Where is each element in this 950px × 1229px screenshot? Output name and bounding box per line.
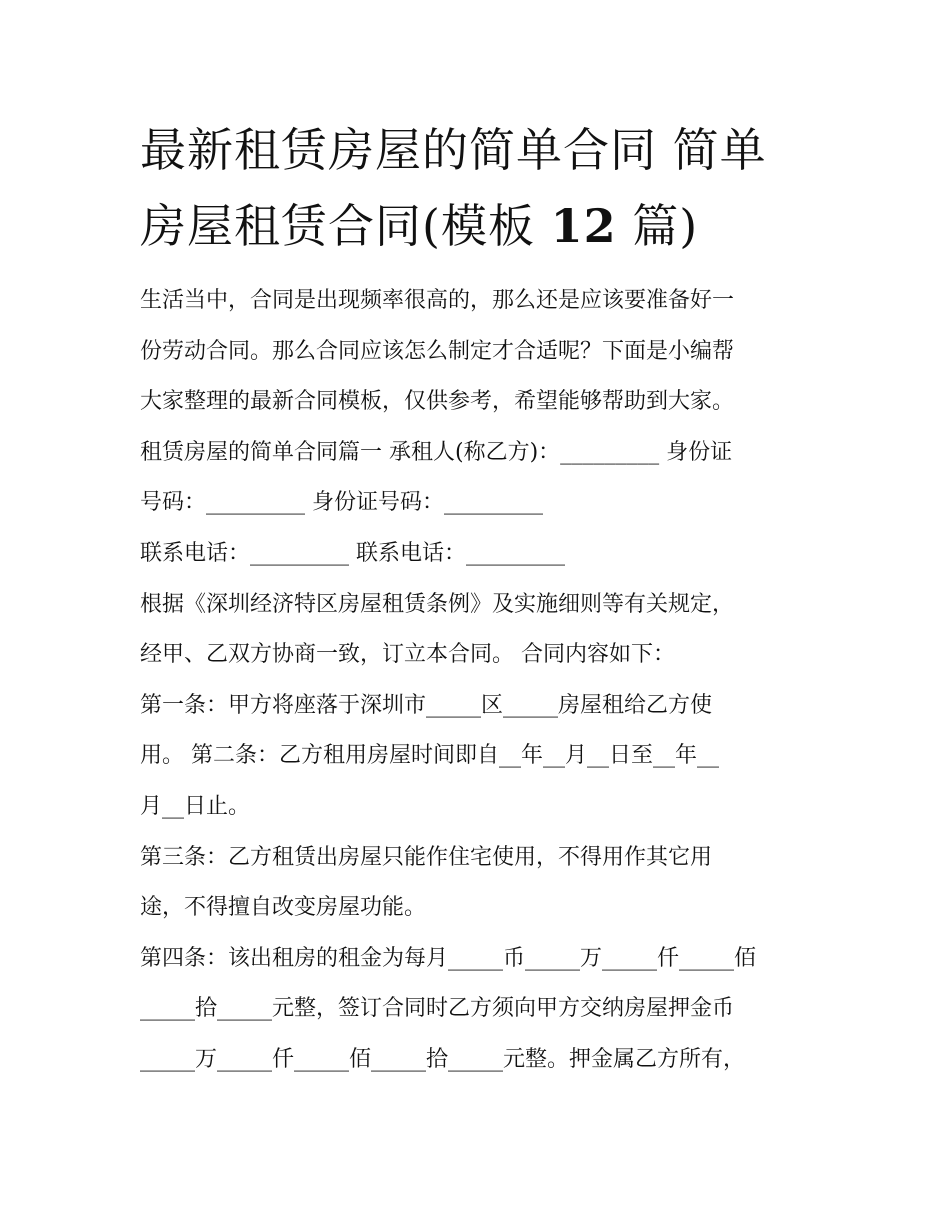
title-line-2-start: 房屋租赁合同(模板 — [140, 199, 551, 253]
body-line: 份劳动合同。那么合同应该怎么制定才合适呢？下面是小编帮 — [140, 338, 735, 364]
body-line: 第一条：甲方将座落于深圳市_____区_____房屋租给乙方使 — [140, 692, 713, 718]
document-title — [140, 112, 840, 264]
body-line: 租赁房屋的简单合同篇一 承租人(称乙方)：_________ 身份证 — [140, 439, 733, 465]
body-line: _____拾_____元整，签订合同时乙方须向甲方交纳房屋押金币 — [140, 996, 735, 1022]
body-line: 生活当中，合同是出现频率很高的，那么还是应该要准备好一 — [140, 288, 735, 313]
body-line: 大家整理的最新合同模板，仅供参考，希望能够帮助到大家。 — [140, 389, 735, 415]
body-line: 第三条：乙方租赁出房屋只能作住宅使用，不得用作其它用 — [140, 844, 713, 870]
body-line: 用。 第二条：乙方租用房屋时间即自__年__月__日至__年__ — [140, 743, 719, 769]
body-line: 月__日止。 — [140, 793, 251, 819]
body-line: 途，不得擅自改变房屋功能。 — [140, 895, 427, 921]
title-line-2-end: 篇) — [616, 199, 699, 253]
body-line: 经甲、乙双方协商一致，订立本合同。 合同内容如下： — [140, 642, 675, 668]
title-line-2 — [140, 188, 840, 264]
body-line: 联系电话：_________ 联系电话：_________ — [140, 540, 565, 566]
title-template-count: 12 — [550, 199, 617, 253]
document-body — [140, 276, 820, 1086]
body-line: 第四条：该出租房的租金为每月_____币_____万_____仟_____佰 — [140, 945, 757, 971]
body-line: 根据《深圳经济特区房屋租赁条例》及实施细则等有关规定， — [140, 591, 735, 617]
title-line-1: 最新租赁房屋的简单合同 简单 — [140, 123, 767, 177]
body-line: _____万_____仟_____佰_____拾_____元整。押金属乙方所有， — [140, 1046, 746, 1072]
body-line: 号码：_________ 身份证号码：_________ — [140, 490, 543, 516]
